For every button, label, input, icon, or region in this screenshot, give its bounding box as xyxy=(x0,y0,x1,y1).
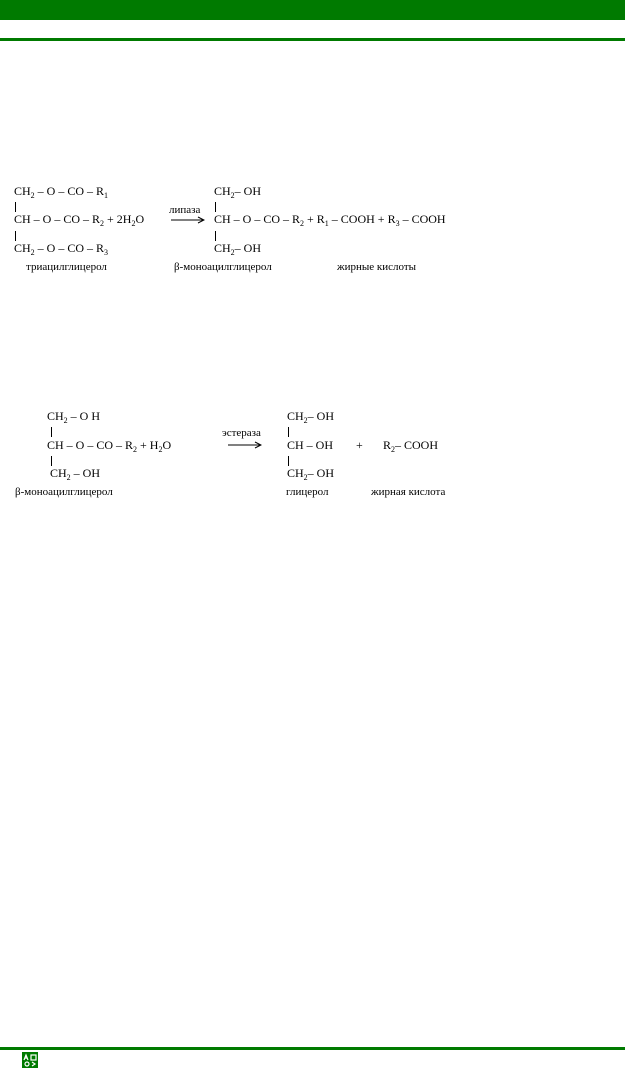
r2-right-bond2 xyxy=(288,456,289,466)
r2-right-bond1 xyxy=(288,427,289,437)
r1-right-row2: CH – O – CO – $R_2 + R_1$ – COOH + $R_3$ – COOH xyxy=(214,212,446,228)
r2-plus: + xyxy=(356,438,363,452)
header-divider xyxy=(0,38,625,41)
r1-right-row1: $CH_2-$ OH xyxy=(214,184,262,200)
r2-left-row3: $CH_2$ – OH xyxy=(50,466,101,482)
r1-label-reactant: триацилглицерол xyxy=(26,261,107,273)
reaction-arrow-icon xyxy=(228,440,262,450)
r2-right-row2: CH – OH xyxy=(287,438,334,452)
r2-left-row2: CH – O – CO – $R_2 + H_2O$ xyxy=(47,438,172,454)
r2-label-acid: жирная кислота xyxy=(371,486,446,498)
r2-left-row1: $CH_2$ – O H xyxy=(47,409,101,425)
r2-fatty-acid: $R_2-$ COOH xyxy=(383,438,439,454)
r2-label-reactant: β-моноацилглицерол xyxy=(15,486,113,498)
r2-left-bond1 xyxy=(51,427,52,437)
r2-left-bond2 xyxy=(51,456,52,466)
r1-right-row3: $CH_2-$ OH xyxy=(214,241,262,257)
r1-left-bond2 xyxy=(15,231,16,241)
footer-divider xyxy=(0,1047,625,1050)
r1-enzyme-label: липаза xyxy=(169,204,201,216)
header-bar xyxy=(0,0,625,20)
r1-right-bond2 xyxy=(215,231,216,241)
r1-left-row3: $CH_2$ – O – CO – $R_3$ xyxy=(14,241,109,257)
r1-right-bond1 xyxy=(215,202,216,212)
r1-label-acids: жирные кислоты xyxy=(337,261,417,273)
r1-left-bond1 xyxy=(15,202,16,212)
publisher-logo-icon xyxy=(22,1052,38,1068)
r1-left-row2: CH – O – CO – $R_2 + 2H_2O$ xyxy=(14,212,145,228)
r2-right-row3: $CH_2-$ OH xyxy=(287,466,335,482)
r2-right-row1: $CH_2-$ OH xyxy=(287,409,335,425)
reaction-arrow-icon xyxy=(171,215,205,225)
r2-label-glycerol: глицерол xyxy=(286,486,329,498)
r1-left-row1: $CH_2$ – O – CO – $R_1$ xyxy=(14,184,109,200)
r1-label-product: β-моноацилглицерол xyxy=(174,261,272,273)
r2-enzyme-label: эстераза xyxy=(222,427,261,439)
